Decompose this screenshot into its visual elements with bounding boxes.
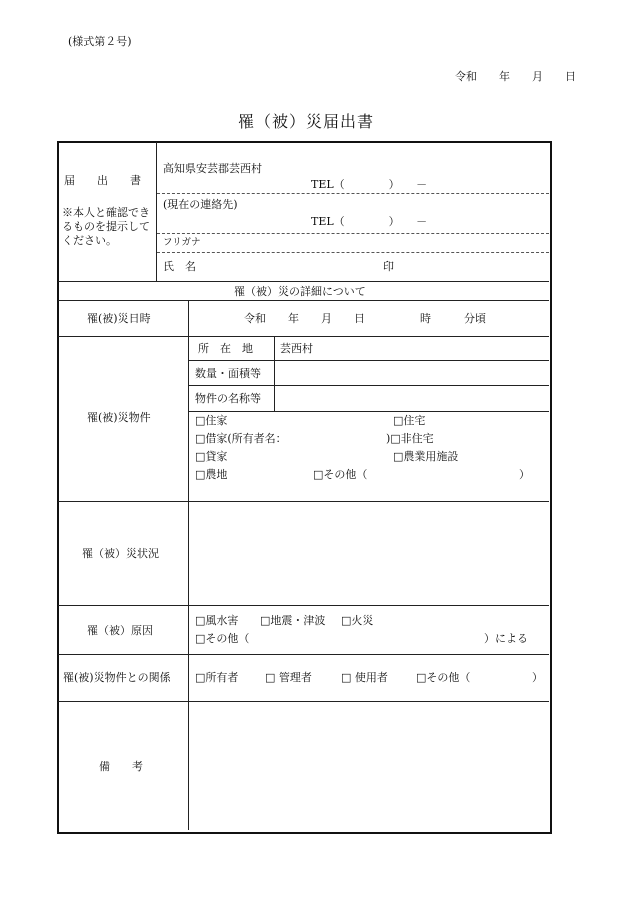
relation-label: 罹(被)災物件との関係 xyxy=(63,671,171,684)
checkbox-manager[interactable]: □ 管理者 xyxy=(265,671,312,684)
divider xyxy=(58,300,549,301)
property-label: 罹(被)災物件 xyxy=(87,411,151,424)
divider-vertical xyxy=(274,336,275,411)
checkbox-fire[interactable]: □火災 xyxy=(341,614,374,627)
tel-field[interactable]: TEL（ ） － xyxy=(311,178,428,191)
checkbox-rented-in[interactable]: □借家(所有者名： xyxy=(195,432,287,445)
contact-tel-field[interactable]: TEL（ ） － xyxy=(311,215,428,228)
dashed-divider xyxy=(157,193,549,194)
divider xyxy=(58,654,549,655)
checkbox-other[interactable]: □その他（ xyxy=(313,468,368,481)
divider xyxy=(58,605,549,606)
page-title: 罹（被）災届出書 xyxy=(238,112,375,131)
remarks-label: 備 考 xyxy=(99,760,143,773)
location-value[interactable]: 芸西村 xyxy=(280,342,313,355)
checkbox-flood[interactable]: □風水害 xyxy=(195,614,239,627)
furigana-label: フリガナ xyxy=(163,237,201,248)
applicant-label: 届 出 書 xyxy=(64,174,141,187)
quantity-label: 数量・面積等 xyxy=(195,367,261,380)
divider xyxy=(189,385,549,386)
contact-label: (現在の連絡先) xyxy=(163,198,238,211)
disaster-date-field[interactable]: 令和 年 月 日 時 分頃 xyxy=(244,312,486,325)
divider xyxy=(58,701,549,702)
divider xyxy=(189,411,549,412)
checkbox-owner[interactable]: □所有者 xyxy=(195,671,239,684)
checkbox-cause-other[interactable]: □その他（ xyxy=(195,632,250,645)
checkbox-residence[interactable]: □住宅 xyxy=(393,414,426,427)
divider xyxy=(189,360,549,361)
divider xyxy=(58,501,549,502)
checkbox-house[interactable]: □住家 xyxy=(195,414,228,427)
property-name-label: 物件の名称等 xyxy=(195,392,261,405)
name-label: 氏 名 xyxy=(163,260,196,273)
cause-suffix: ）による xyxy=(484,632,528,645)
address-text: 高知県安芸郡芸西村 xyxy=(163,162,262,175)
checkbox-user[interactable]: □ 使用者 xyxy=(341,671,388,684)
dashed-divider xyxy=(157,233,549,234)
location-label: 所 在 地 xyxy=(198,342,253,355)
checkbox-farmland[interactable]: □農地 xyxy=(195,468,228,481)
divider xyxy=(58,336,549,337)
situation-label: 罹（被）災状況 xyxy=(82,547,159,560)
divider xyxy=(58,281,549,282)
details-header: 罹（被）災の詳細について xyxy=(234,285,366,298)
seal-label: 印 xyxy=(383,260,394,273)
close-paren: ） xyxy=(519,468,530,481)
checkbox-relation-other[interactable]: □その他（ xyxy=(416,671,471,684)
date-line: 令和 年 月 日 xyxy=(455,70,576,83)
dashed-divider xyxy=(157,252,549,253)
checkbox-non-residence[interactable]: )□非住宅 xyxy=(386,432,434,445)
cause-label: 罹（被）原因 xyxy=(87,624,153,637)
form-number: (様式第２号) xyxy=(68,35,132,48)
relation-close-paren: ） xyxy=(532,671,543,684)
id-note: ※本人と確認できるものを提示してください。 xyxy=(62,206,150,247)
divider-vertical xyxy=(188,300,189,830)
disaster-date-label: 罹(被)災日時 xyxy=(87,312,151,325)
checkbox-earthquake[interactable]: □地震・津波 xyxy=(260,614,326,627)
checkbox-farm-facility[interactable]: □農業用施設 xyxy=(393,450,459,463)
checkbox-rented-out[interactable]: □貸家 xyxy=(195,450,228,463)
